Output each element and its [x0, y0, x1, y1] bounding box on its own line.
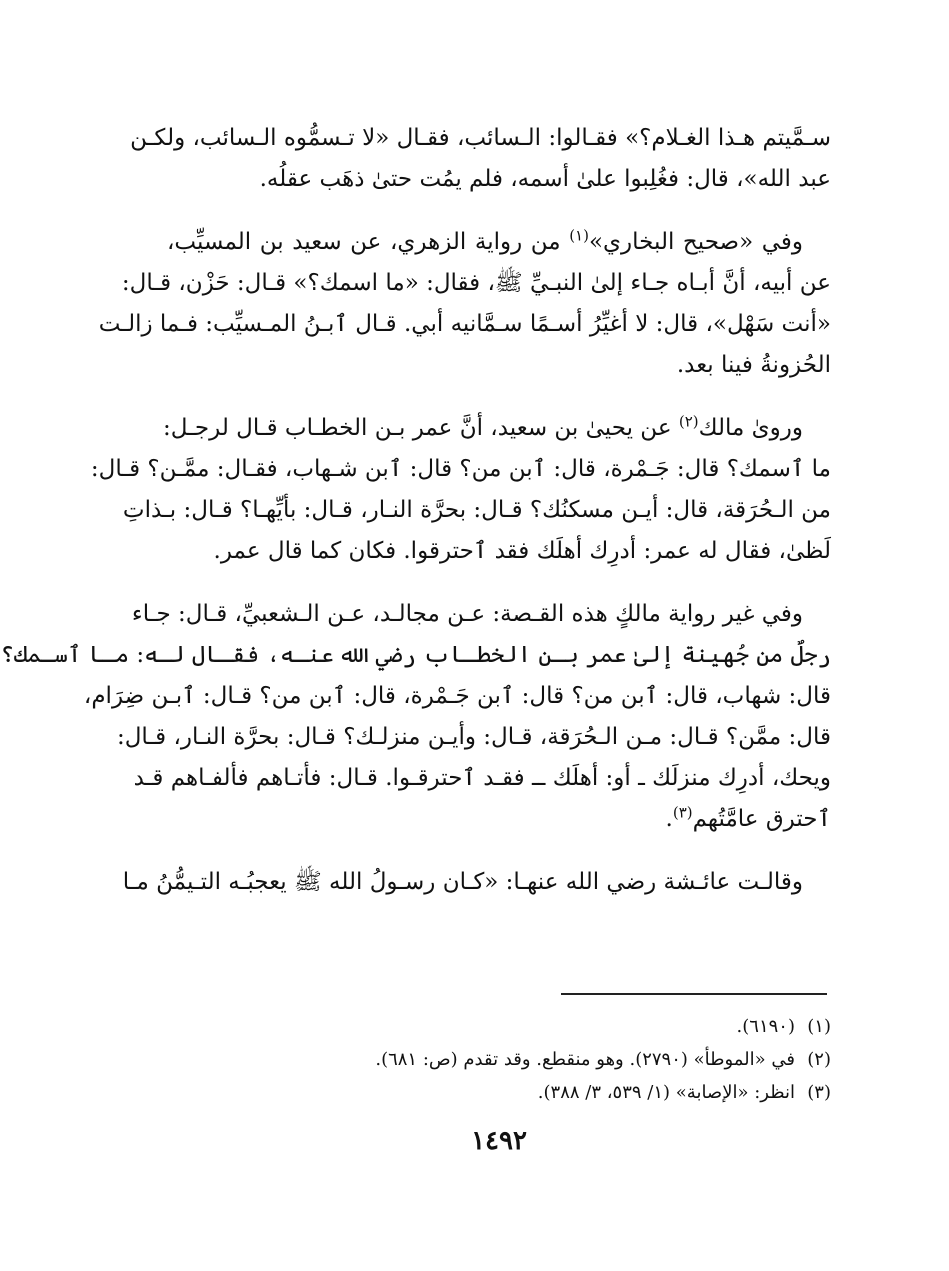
text-line: «أنت سَهْل»، قال: لا أغيِّرُ أسـمًا سـمَّانيه أبي. قـال ٱبـنُ المـسيِّب: فـما زالـت — [98, 311, 831, 337]
footnote-1 — [167, 1010, 831, 1043]
footnotes — [167, 1010, 831, 1109]
paragraph-4 — [0, 594, 831, 840]
text-line: رجلٌ من جُهينة إلىٰ عمر بـن الخطـاب رضي الله عنـه، فقـال لـه: مـا ٱسـمك؟ — [0, 642, 831, 668]
footnote-ref-3[interactable]: (٣) — [672, 803, 693, 822]
text-line — [167, 799, 831, 840]
text-line: لَظىٰ، فقال له عمر: أدرِك أهلَك فقد ٱحترقوا. فكان كما قال عمر. — [213, 538, 831, 564]
text-line: الحُزونةُ فينا بعد. — [676, 352, 831, 378]
footnote-ref-2[interactable]: (٢) — [678, 412, 699, 431]
paragraph-5 — [122, 862, 831, 903]
page-number: ١٤٩٢ — [471, 1126, 527, 1156]
text-line: قال: شهاب، قال: ٱبن من؟ قال: ٱبن جَـمْرة، قال: ٱبن من؟ قـال: ٱبـن ضِرَام، — [83, 683, 831, 709]
text-fragment: عن يحيىٰ بن سعيد، أنَّ عمر بـن الخطـاب قـال لرجـل: — [163, 415, 679, 441]
footnote-separator — [561, 993, 827, 995]
text-line: عبد الله»، قال: فغُلِبوا علىٰ أسمه، فلم يمُت حتىٰ ذهَب عقلُه. — [259, 166, 831, 192]
paragraph-2 — [98, 222, 831, 386]
text-fragment: . — [665, 806, 673, 832]
text-fragment: من رواية الزهري، عن سعيد بن المسيِّب، — [167, 229, 570, 255]
text-fragment: وروىٰ مالك — [698, 415, 803, 441]
text-line: قال: ممَّن؟ قـال: مـن الـحُرَقة، قـال: وأيـن منزلـك؟ قـال: بحرَّة النـار، قـال: — [116, 724, 831, 750]
text-line: وقالـت عائـشة رضي الله عنهـا: «كـان رسـولُ الله ﷺ يعجبُـه التـيمُّنُ مـا — [122, 869, 803, 895]
paragraph-1 — [130, 118, 831, 200]
text-fragment: ٱحترق عامَّتُهم — [692, 806, 831, 832]
footnote-number: (٢) — [807, 1049, 831, 1070]
footnote-number: (٣) — [807, 1082, 831, 1103]
text-line: من الـحُرَقة، قال: أيـن مسكنُك؟ قـال: بحرَّة النـار، قـال: بأيِّهـا؟ قـال: بـذاتِ — [122, 497, 831, 523]
footnote-2 — [167, 1043, 831, 1076]
source-title: وفي «صحيح البخاري» — [588, 229, 803, 255]
footnote-text: انظر: «الإصابة» (١/ ٥٣٩، ٣/ ٣٨٨). — [537, 1082, 795, 1103]
footnote-ref-1[interactable]: (١) — [569, 226, 589, 245]
text-line: وفي غير رواية مالكٍ هذه القـصة: عـن مجالـد، عـن الـشعبيِّ، قـال: جـاء — [131, 601, 803, 627]
paragraph-3 — [90, 408, 831, 572]
footnote-text: في «الموطأ» (٢٧٩٠). وهو منقطع. وقد تقدم (ص: ٦٨١). — [375, 1049, 795, 1070]
text-line: عن أبيه، أنَّ أبـاه جـاء إلىٰ النبـيِّ ﷺ، فقال: «ما اسمك؟» قـال: حَزْن، قـال: — [121, 270, 831, 296]
text-line: ويحك، أدرِك منزلَك ـ أو: أهلَك ــ فقـد ٱحترقـوا. قـال: فأتـاهم فألفـاهم قـد — [133, 765, 831, 791]
text-line: ما ٱسمك؟ قال: جَـمْرة، قال: ٱبن من؟ قال: ٱبن شـهاب، فقـال: ممَّـن؟ قـال: — [90, 456, 831, 482]
text-line: سـمَّيتم هـذا الغـلام؟» فقـالوا: الـسائب، فقـال «لا تـسمُّوه الـسائب، ولكـن — [130, 125, 831, 151]
footnote-text: (٦١٩٠). — [736, 1016, 795, 1037]
text-line — [167, 222, 831, 263]
footnote-3 — [167, 1076, 831, 1109]
main-text — [0, 118, 831, 925]
footnote-number: (١) — [807, 1016, 831, 1037]
text-line — [163, 408, 831, 449]
